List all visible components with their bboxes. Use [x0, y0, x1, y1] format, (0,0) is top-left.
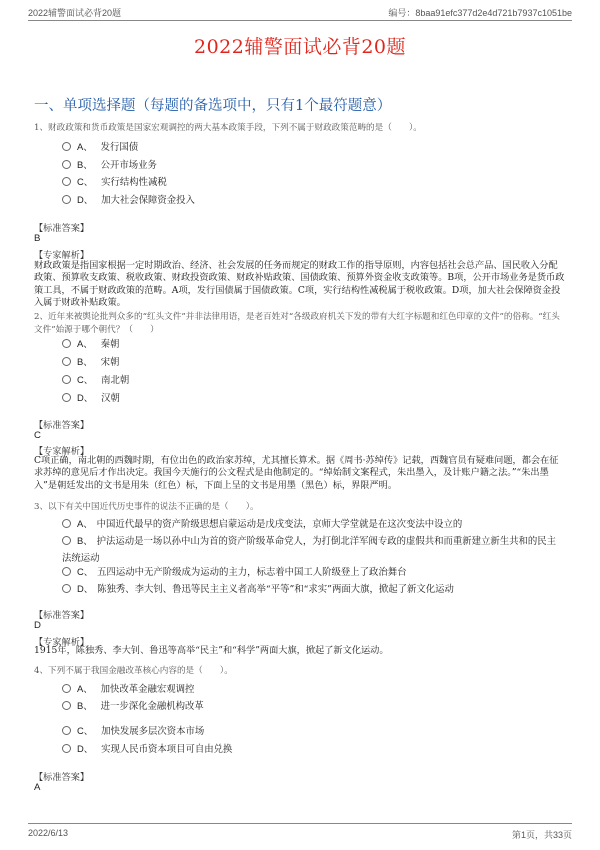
- radio-icon[interactable]: [62, 357, 71, 366]
- explanation-text: C项正确，南北朝的西魏时期，有位出色的政治家苏绰，尤其擅长算术。据《周书·苏绰传》记载，西魏官员有疑难问题，都会在征求苏绰的意见后才作出决定。我国今天施行的公文程式是由他制定的。“绰始制文案程式，朱出墨入，及计账户籍之法。”“朱出墨入”是朝廷发出的文书是用朱（红色）标，下面上呈的文书是用墨（黑色）标，界限严明。: [34, 455, 559, 491]
- option-4a[interactable]: A、 加快改革金融宏观调控: [62, 681, 194, 695]
- radio-icon[interactable]: [62, 177, 71, 186]
- section-heading: 一、单项选择题（每题的备选项中，只有1个最符题意）: [34, 98, 392, 114]
- answer-value: B: [34, 233, 41, 244]
- option-1a[interactable]: A、 发行国债: [62, 139, 138, 153]
- option-1d[interactable]: D、 加大社会保障资金投入: [62, 192, 195, 206]
- radio-icon[interactable]: [62, 701, 71, 710]
- radio-icon[interactable]: [62, 536, 71, 545]
- option-2a[interactable]: A、 秦朝: [62, 336, 119, 350]
- answer-label: 【标准答案】: [34, 772, 90, 783]
- radio-icon[interactable]: [62, 195, 71, 204]
- footer-divider: [28, 823, 572, 824]
- answer-label: 【标准答案】: [34, 420, 90, 431]
- radio-icon[interactable]: [62, 567, 71, 576]
- explanation-text: 财政政策是指国家根据一定时期政治、经济、社会发展的任务而规定的财政工作的指导原则，内容包括社会总产品、国民收入分配政策、预算收支政策、税收政策、财政投资政策、财政补贴政策、国债政策、预算外资金收支政策等。B项，公开市场业务是货币政策工具，不属于财政政策的范畴。A项，发行国债属于国债政策。C项，实行结构性减税属于税收政策。D项，加大社会保障资金投入属于财政补贴政策。: [34, 260, 565, 309]
- radio-icon[interactable]: [62, 339, 71, 348]
- radio-icon[interactable]: [62, 744, 71, 753]
- answer-value: A: [34, 782, 41, 793]
- question-stem-3: 3、以下有关中国近代历史事件的说法不正确的是（ ）。: [34, 502, 259, 512]
- radio-icon[interactable]: [62, 142, 71, 151]
- explain-label: 【专家解析】: [34, 446, 90, 457]
- radio-icon[interactable]: [62, 375, 71, 384]
- option-3b[interactable]: B、 护法运动是一场以孙中山为首的资产阶级革命党人，为打倒北洋军阀专政的虚假共和而重新建立新生共和的民主法统运动: [62, 535, 557, 564]
- option-1c[interactable]: C、 实行结构性减税: [62, 174, 167, 188]
- page-title: 2022辅警面试必背20题: [193, 36, 407, 58]
- header-doc-id: 编号：8baa91efc377d2e4d721b7937c1051be: [388, 8, 572, 18]
- answer-label: 【标准答案】: [34, 223, 90, 234]
- option-4c[interactable]: C、 加快发展多层次资本市场: [62, 723, 204, 737]
- radio-icon[interactable]: [62, 684, 71, 693]
- radio-icon[interactable]: [62, 726, 71, 735]
- question-stem-4: 4、下列不属于我国金融改革核心内容的是（ ）。: [34, 666, 233, 676]
- option-1b[interactable]: B、 公开市场业务: [62, 157, 157, 171]
- answer-value: C: [34, 430, 41, 441]
- explain-label: 【专家解析】: [34, 250, 90, 261]
- option-4d[interactable]: D、 实现人民币资本项目可自由兑换: [62, 741, 232, 755]
- page-header: [28, 6, 572, 20]
- option-3a[interactable]: A、 中国近代最早的资产阶级思想启蒙运动是戊戌变法，京师大学堂就是在这次变法中设立的: [62, 515, 560, 533]
- radio-icon[interactable]: [62, 584, 71, 593]
- header-doc-title: 2022辅警面试必背20题: [28, 8, 122, 18]
- question-stem-2: 2、近年来被舆论批判众多的“红头文件”并非法律用语，是老百姓对“各级政府机关下发的带有大红字标题和红色印章的文件”的俗称。“红头文件”始源于哪个朝代？（ ）: [34, 312, 560, 335]
- radio-icon[interactable]: [62, 160, 71, 169]
- footer-date: 2022/6/13: [28, 828, 69, 838]
- explain-label: 【专家解析】: [34, 637, 90, 648]
- radio-icon[interactable]: [62, 393, 71, 402]
- header-divider: [28, 20, 572, 21]
- explanation-text: 1915年，陈独秀、李大钊、鲁迅等高举“民主”和“科学”两面大旗，掀起了新文化运动。: [34, 645, 389, 656]
- answer-label: 【标准答案】: [34, 610, 90, 621]
- question-stem-1: 1、财政政策和货币政策是国家宏观调控的两大基本政策手段，下列不属于财政政策范畴的是（ ）。: [34, 123, 422, 133]
- option-2b[interactable]: B、 宋朝: [62, 354, 119, 368]
- option-3d[interactable]: D、 陈独秀、李大钊、鲁迅等民主主义者高举“平等”和“求实”两面大旗，掀起了新文化运动: [62, 580, 560, 598]
- option-2d[interactable]: D、 汉朝: [62, 390, 120, 404]
- option-4b[interactable]: B、 进一步深化金融机构改革: [62, 698, 204, 712]
- answer-value: D: [34, 620, 41, 631]
- option-2c[interactable]: C、 南北朝: [62, 372, 129, 386]
- footer-page-number: 第1页，共33页: [511, 830, 572, 840]
- option-3c[interactable]: C、 五四运动中无产阶级成为运动的主力，标志着中国工人阶级登上了政治舞台: [62, 563, 560, 581]
- radio-icon[interactable]: [62, 519, 71, 528]
